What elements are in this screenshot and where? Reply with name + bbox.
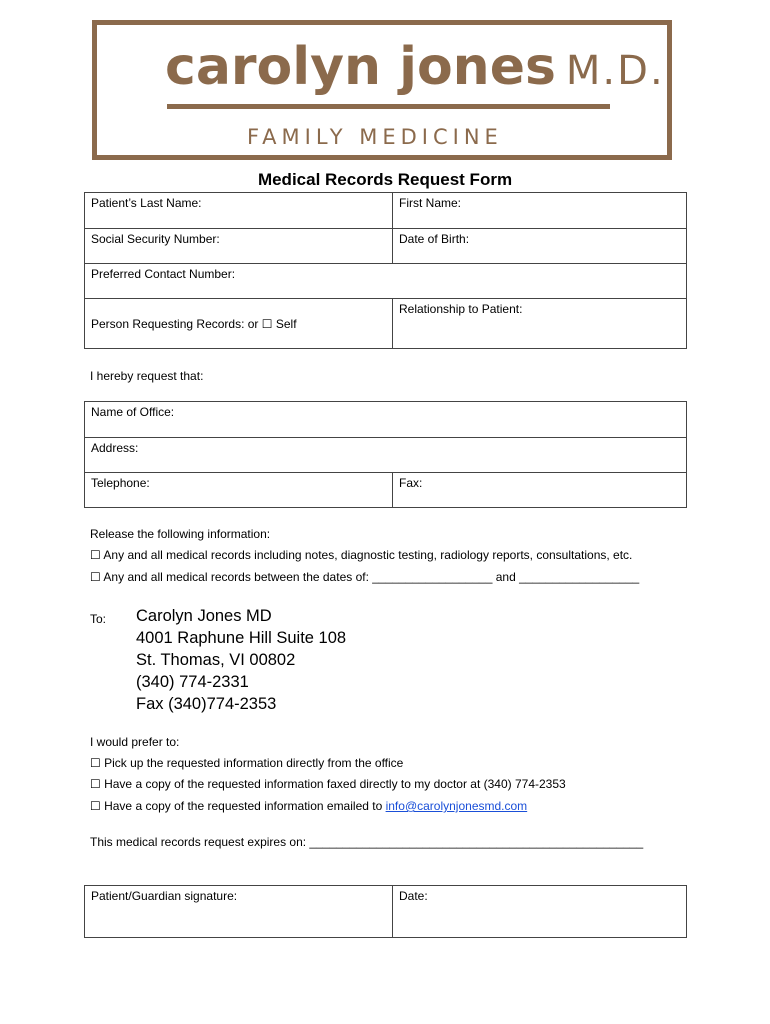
recipient-street: 4001 Raphune Hill Suite 108: [136, 629, 347, 647]
email-copy-label: ☐ Have a copy of the requested information emailed to: [90, 799, 386, 813]
recipient-city: St. Thomas, VI 00802: [136, 651, 296, 669]
contact-number-label: Preferred Contact Number:: [91, 267, 236, 281]
signature-label: Patient/Guardian signature:: [91, 889, 238, 903]
relationship-field[interactable]: [393, 299, 687, 349]
recipient-phone: (340) 774-2331: [136, 673, 249, 691]
recipient-name: Carolyn Jones MD: [136, 607, 272, 625]
patient-info-table: [84, 192, 687, 349]
first-name-label: First Name:: [399, 196, 462, 210]
relationship-label: Relationship to Patient:: [399, 302, 523, 316]
requester-label: Person Requesting Records: or ☐ Self: [91, 316, 297, 331]
contact-number-field[interactable]: [85, 264, 687, 299]
office-name-field[interactable]: [85, 402, 687, 438]
signature-field[interactable]: [85, 886, 393, 938]
ssn-field[interactable]: [85, 229, 393, 264]
date-label: Date:: [399, 889, 428, 903]
form-title: Medical Records Request Form: [257, 170, 513, 189]
logo-name: carolyn jones M.D.: [165, 37, 665, 97]
expiration-line: This medical records request expires on: __________________________________________________: [90, 835, 644, 849]
release-all-checkbox[interactable]: ☐ Any and all medical records including notes, diagnostic testing, radiology reports, consultations, etc.: [90, 548, 633, 562]
recipient-fax: Fax (340)774-2353: [136, 695, 277, 713]
first-name-field[interactable]: [393, 193, 687, 229]
requester-field[interactable]: [85, 299, 393, 349]
release-heading: Release the following information:: [90, 527, 271, 541]
telephone-field[interactable]: [85, 473, 393, 508]
signature-table: [84, 885, 687, 938]
office-name-label: Name of Office:: [91, 405, 175, 419]
email-copy-checkbox[interactable]: [90, 799, 527, 813]
dob-field[interactable]: [393, 229, 687, 264]
release-dates-checkbox[interactable]: ☐ Any and all medical records between the dates of: __________________ and __________________: [90, 570, 640, 584]
logo-subtitle: FAMILY MEDICINE: [247, 125, 503, 149]
office-info-table: [84, 401, 687, 508]
fax-copy-checkbox[interactable]: ☐ Have a copy of the requested information faxed directly to my doctor at (340) 774-2353: [90, 777, 566, 791]
address-field[interactable]: [85, 438, 687, 473]
recipient-address: [136, 605, 346, 715]
practice-logo: [92, 20, 672, 160]
fax-field[interactable]: [393, 473, 687, 508]
request-intro: I hereby request that:: [90, 369, 204, 383]
dob-label: Date of Birth:: [399, 232, 470, 246]
to-label: To:: [90, 612, 107, 626]
last-name-field[interactable]: [85, 193, 393, 229]
last-name-label: Patient’s Last Name:: [91, 196, 202, 210]
email-link[interactable]: info@carolynjonesmd.com: [385, 799, 528, 813]
ssn-label: Social Security Number:: [91, 232, 220, 246]
logo-divider: [167, 104, 610, 109]
telephone-label: Telephone:: [91, 476, 150, 490]
date-field[interactable]: [393, 886, 687, 938]
prefer-heading: I would prefer to:: [90, 735, 180, 749]
pickup-checkbox[interactable]: ☐ Pick up the requested information directly from the office: [90, 756, 404, 770]
address-label: Address:: [91, 441, 139, 455]
logo-credential: M.D.: [565, 48, 665, 94]
fax-label: Fax:: [399, 476, 423, 490]
